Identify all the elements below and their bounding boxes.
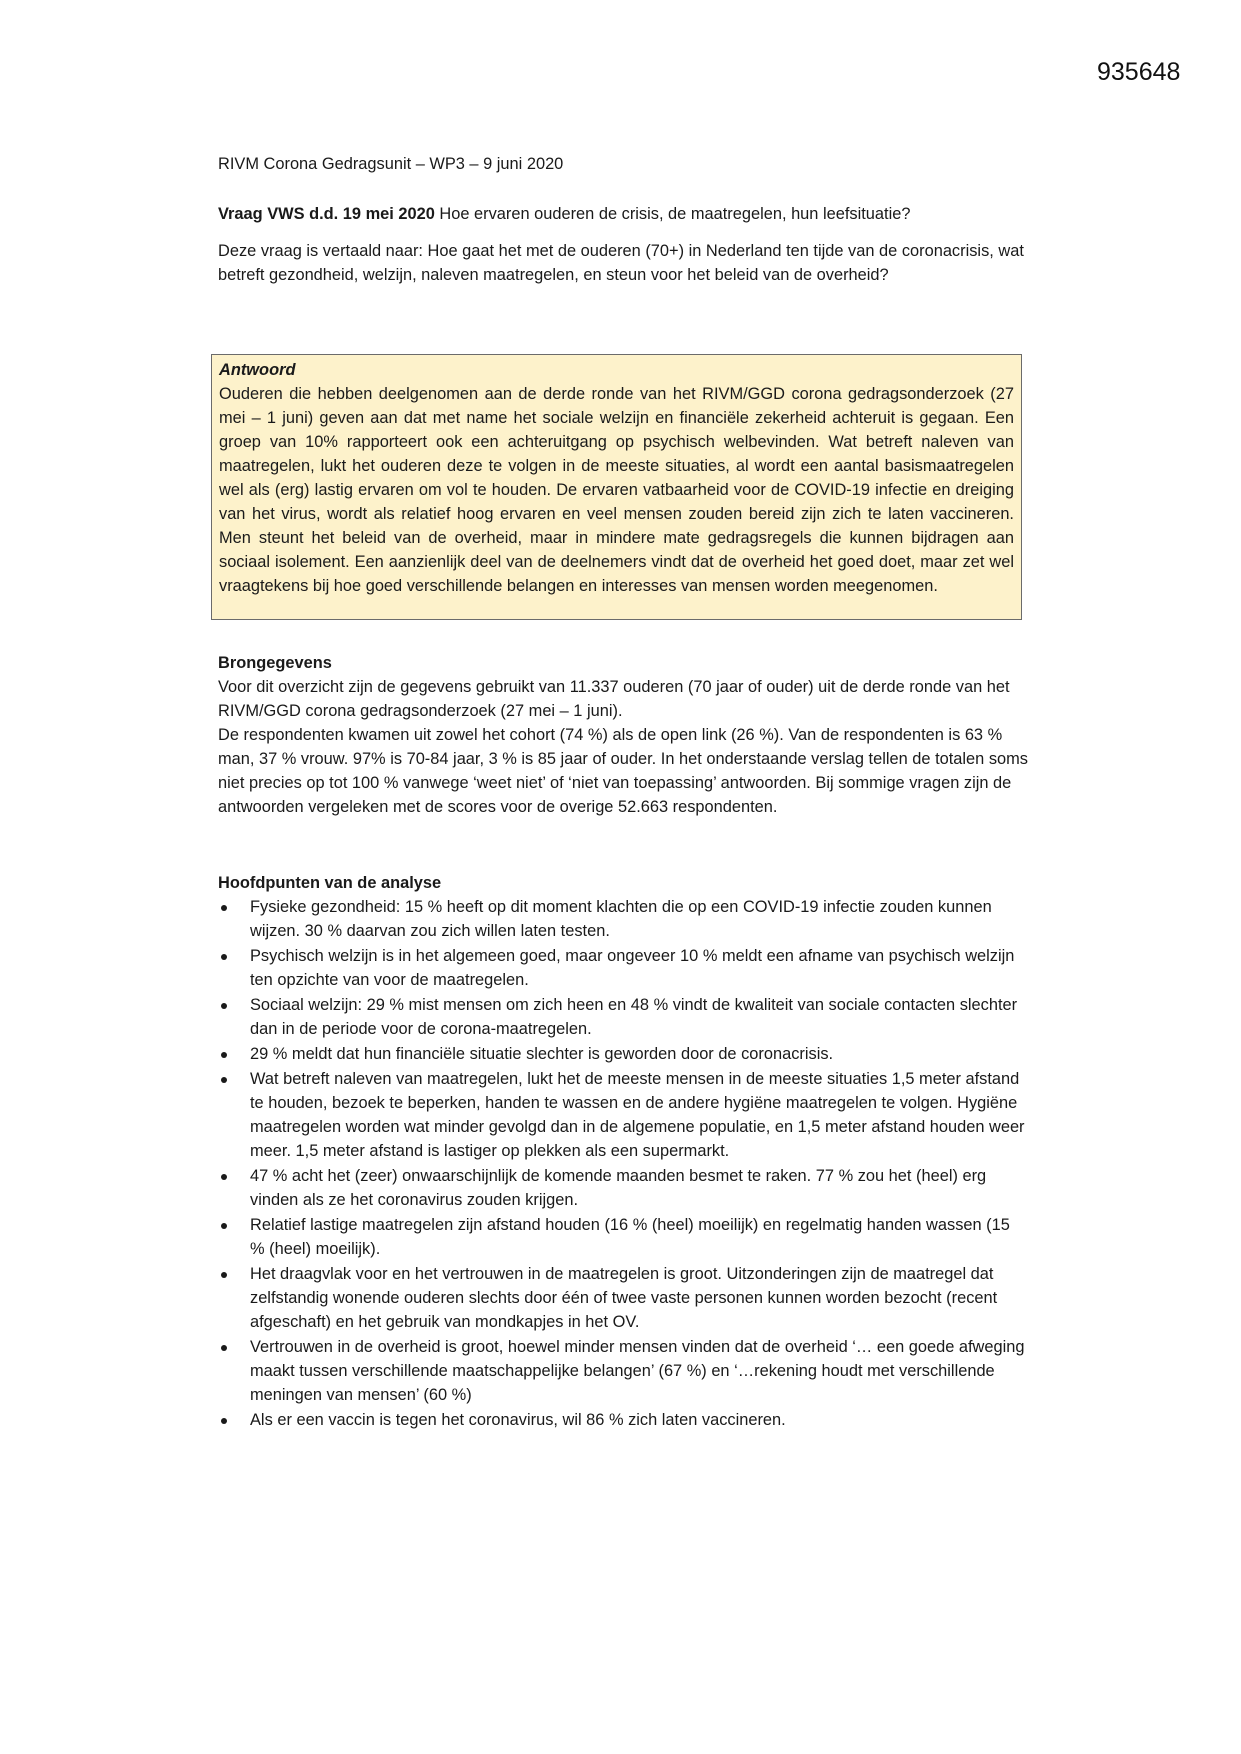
bullet-icon bbox=[221, 905, 227, 911]
analysis-list bbox=[218, 895, 1028, 1432]
list-item-text: Het draagvlak voor en het vertrouwen in de maatregelen is groot. Uitzonderingen zijn de maatregel dat zelfstandig wonende ouderen slechts door één of twee vaste personen kunnen worden bezocht (recent afgeschaft) en het gebruik van mondkapjes in het OV. bbox=[250, 1265, 998, 1331]
list-item bbox=[218, 944, 1028, 992]
sources-section bbox=[218, 651, 1028, 819]
sources-title: Brongegevens bbox=[218, 654, 332, 672]
analysis-section bbox=[218, 871, 1028, 1433]
list-item bbox=[218, 993, 1028, 1041]
question-text: Hoe ervaren ouderen de crisis, de maatregelen, hun leefsituatie? bbox=[434, 205, 911, 223]
question-label: Vraag VWS d.d. 19 mei 2020 bbox=[218, 205, 435, 223]
document-intro bbox=[218, 152, 1028, 287]
question-translation: Deze vraag is vertaald naar: Hoe gaat het met de ouderen (70+) in Nederland ten tijde van de coronacrisis, wat betreft gezondheid, welzijn, naleven maatregelen, en steun voor het beleid van de overheid? bbox=[218, 242, 1024, 284]
bullet-icon bbox=[221, 1272, 227, 1278]
bullet-icon bbox=[221, 1345, 227, 1351]
list-item-text: Als er een vaccin is tegen het coronavirus, wil 86 % zich laten vaccineren. bbox=[250, 1411, 786, 1429]
answer-box bbox=[211, 354, 1022, 620]
list-item-text: Relatief lastige maatregelen zijn afstand houden (16 % (heel) moeilijk) en regelmatig handen wassen (15 % (heel) moeilijk). bbox=[250, 1216, 1010, 1258]
document-number: 935648 bbox=[1097, 58, 1181, 86]
list-item bbox=[218, 1262, 1028, 1334]
list-item-text: Fysieke gezondheid: 15 % heeft op dit moment klachten die op een COVID-19 infectie zouden kunnen wijzen. 30 % daarvan zou zich willen laten testen. bbox=[250, 898, 992, 940]
list-item-text: Wat betreft naleven van maatregelen, lukt het de meeste mensen in de meeste situaties 1,5 meter afstand te houden, bezoek te beperken, handen te wassen en de andere hygiëne maatregelen te volgen. Hygiëne maatregelen worden wat minder gevolgd dan in de algemene populatie, en 1,5 meter afstand houden weer meer. 1,5 meter afstand is lastiger op plekken als een supermarkt. bbox=[250, 1070, 1025, 1160]
list-item bbox=[218, 1335, 1028, 1407]
list-item-text: 29 % meldt dat hun financiële situatie slechter is geworden door de coronacrisis. bbox=[250, 1045, 834, 1063]
bullet-icon bbox=[221, 1223, 227, 1229]
sources-paragraph-2: De respondenten kwamen uit zowel het cohort (74 %) als de open link (26 %). Van de respondenten is 63 % man, 37 % vrouw. 97% is 70-84 jaar, 3 % is 85 jaar of ouder. In het onderstaande verslag tellen de totalen soms niet precies op tot 100 % vanwege ‘weet niet’ of ‘niet van toepassing’ antwoorden. Bij sommige vragen zijn de antwoorden vergeleken met de scores voor de overige 52.663 respondenten. bbox=[218, 726, 1028, 816]
bullet-icon bbox=[221, 1077, 227, 1083]
list-item bbox=[218, 1164, 1028, 1212]
bullet-icon bbox=[221, 1174, 227, 1180]
list-item bbox=[218, 895, 1028, 943]
bullet-icon bbox=[221, 1003, 227, 1009]
list-item bbox=[218, 1042, 1028, 1066]
sources-paragraph-1: Voor dit overzicht zijn de gegevens gebruikt van 11.337 ouderen (70 jaar of ouder) uit de derde ronde van het RIVM/GGD corona gedragsonderzoek (27 mei – 1 juni). bbox=[218, 678, 1010, 720]
list-item-text: Vertrouwen in de overheid is groot, hoewel minder mensen vinden dat de overheid ‘… een goede afweging maakt tussen verschillende maatschappelijke belangen’ (67 %) en ‘…rekening houdt met verschillende meningen van mensen’ (60 %) bbox=[250, 1338, 1025, 1404]
analysis-title: Hoofdpunten van de analyse bbox=[218, 874, 442, 892]
answer-text: Ouderen die hebben deelgenomen aan de derde ronde van het RIVM/GGD corona gedragsonderzoek (27 mei – 1 juni) geven aan dat met name het sociale welzijn en financiële zekerheid achteruit is gegaan. Een groep van 10% rapporteert ook een achteruitgang op psychisch welbevinden. Wat betreft naleven van maatregelen, lukt het ouderen deze te volgen in de meeste situaties, al wordt een aantal basismaatregelen wel als (erg) lastig ervaren om vol te houden. De ervaren vatbaarheid voor de COVID-19 infectie en dreiging van het virus, wordt als relatief hoog ervaren en veel mensen zouden bereid zijn zich te laten vaccineren. Men steunt het beleid van de overheid, maar in mindere mate gedragsregels die kunnen bijdragen aan sociaal isolement. Een aanzienlijk deel van de deelnemers vindt dat de overheid het goed doet, maar zet wel vraagtekens bij hoe goed verschillende belangen en interesses van mensen worden meegenomen. bbox=[219, 385, 1014, 595]
list-item-text: Psychisch welzijn is in het algemeen goed, maar ongeveer 10 % meldt een afname van psychisch welzijn ten opzichte van voor de maatregelen. bbox=[250, 947, 1015, 989]
list-item bbox=[218, 1067, 1028, 1163]
list-item-text: 47 % acht het (zeer) onwaarschijnlijk de komende maanden besmet te raken. 77 % zou het (heel) erg vinden als ze het coronavirus zouden krijgen. bbox=[250, 1167, 987, 1209]
bullet-icon bbox=[221, 954, 227, 960]
bullet-icon bbox=[221, 1052, 227, 1058]
question bbox=[218, 202, 1028, 226]
list-item bbox=[218, 1213, 1028, 1261]
list-item bbox=[218, 1408, 1028, 1432]
answer-title: Antwoord bbox=[219, 361, 296, 379]
document-header: RIVM Corona Gedragsunit – WP3 – 9 juni 2020 bbox=[218, 155, 564, 173]
list-item-text: Sociaal welzijn: 29 % mist mensen om zich heen en 48 % vindt de kwaliteit van sociale contacten slechter dan in de periode voor de corona-maatregelen. bbox=[250, 996, 1018, 1038]
bullet-icon bbox=[221, 1418, 227, 1424]
